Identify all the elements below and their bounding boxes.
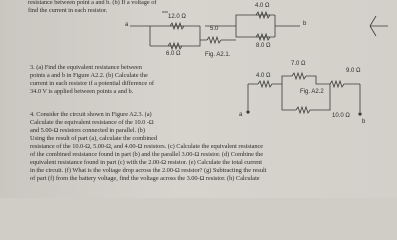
intro-text-line: resistance between point a and b. (b) If a voltage of [28,0,157,6]
intro-text-line: find the current in each resistor. [28,7,108,14]
fig1-caption: Fig. A2.1. [205,52,231,58]
fig1-resistor-12-label: 12.0 Ω [168,14,186,20]
fig2-caption: Fig. A2.2 [300,89,324,95]
bottom-text-line: of part (f) from the battery voltage, find the voltage across the 3.00-Ω resistor. (h) Calculate [30,175,260,182]
problem3-line: points a and b in Figure A2.2. (b) Calculate the [30,72,148,79]
fig2-resistor-4-label: 4.0 Ω [256,73,271,79]
bottom-text-line: in the circuit. (f) What is the voltage drop across the 2.00-Ω resistor? (g) Subtracting the result [30,167,267,174]
problem3-line: 34.0 V is applied between points a and b. [30,88,134,95]
fig1-resistor-5-label: 5.0 [210,26,219,32]
problem4-line: 4. Consider the circuit shown in Figure A2.3. (a) [30,111,152,118]
fig2-resistor-9-label: 9.0 Ω [346,68,361,74]
fig1-node-a: a [125,22,129,28]
fig1-node-b: b [303,21,307,27]
problem3-line: current in each resistor if a potential difference of [30,80,154,87]
problem4-line: Using the result of part (a), calculate the combined [30,135,158,142]
fig2-node-b: b [362,119,366,125]
fig1-resistor-6-label: 6.0 Ω [166,51,181,57]
fig2-resistor-10-label: 10.0 Ω [332,113,350,119]
bottom-text-line: resistance of the 10.0-Ω, 5.00-Ω, and 4.00-Ω resistors. (c) Calculate the equivalent resistance [30,143,264,150]
fig2-node-a: a [239,112,243,118]
fig1-resistor-4-label: 4.0 Ω [255,3,270,9]
problem3-line: 3. (a) Find the equivalent resistance between [30,64,142,71]
fig1-resistor-8-label: 8.0 Ω [256,43,271,49]
bottom-text-line: of the combined resistance found in part (b) and the parallel 3.00-Ω resistor. (d) Combine the [30,151,264,158]
problem4-line: and 5.00-Ω resistors connected in parallel. (b) [30,127,145,134]
problem4-line: Calculate the equivalent resistance of the 10.0 -Ω [30,119,154,126]
bottom-text-line: equivalent resistance found in part (c) with the 2.00-Ω resistor. (e) Calculate the total current [30,159,263,166]
fig2-resistor-7-label: 7.0 Ω [291,61,306,67]
